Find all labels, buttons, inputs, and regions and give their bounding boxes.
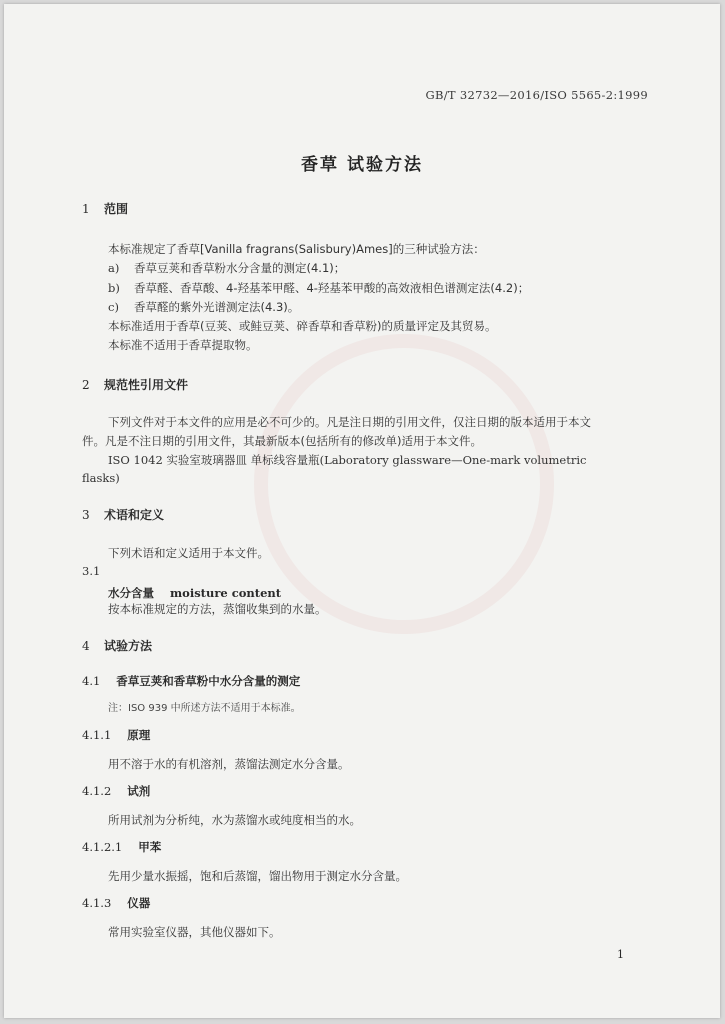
section-title: 范围	[104, 202, 129, 216]
term-chinese: 水分含量	[108, 586, 154, 600]
section-number: 2	[82, 378, 90, 392]
section-2-heading	[82, 376, 188, 393]
subsection-title: 甲苯	[138, 840, 162, 854]
note-iso939: 注：ISO 939 中所述方法不适用于本标准。	[108, 703, 301, 714]
scope-exclusion: 本标准不适用于香草提取物。	[108, 338, 258, 352]
item-text: 香草豆荚和香草粉水分含量的测定(4.1)；	[134, 261, 346, 275]
reference-iso1042-line2: flasks)	[82, 471, 120, 485]
item-label: c)	[108, 300, 119, 314]
toluene-text: 先用少量水振摇，饱和后蒸馏，馏出物用于测定水分含量。	[108, 869, 407, 883]
section-title: 试验方法	[104, 639, 153, 653]
section-3-heading	[82, 506, 164, 523]
scope-item-a	[108, 260, 345, 276]
section-number: 4	[82, 639, 90, 653]
seal-watermark	[254, 334, 554, 634]
section-number: 1	[82, 202, 90, 216]
item-text: 香草醛、香草酸、4-羟基苯甲醛、4-羟基苯甲酸的高效液相色谱测定法(4.2)；	[134, 281, 530, 295]
item-label: b)	[108, 281, 120, 295]
subsection-number: 4.1.2	[82, 784, 112, 798]
term-heading	[108, 582, 281, 601]
term-number: 3.1	[82, 564, 101, 578]
item-label: a)	[108, 261, 120, 275]
scope-item-c	[108, 299, 299, 315]
section-number: 3	[82, 508, 90, 522]
reference-iso1042-line1: ISO 1042 实验室玻璃器皿 单标线容量瓶(Laboratory glassware—One-mark volumetric	[108, 453, 587, 467]
section-title: 术语和定义	[104, 508, 165, 522]
document-page	[4, 4, 720, 1018]
subsection-number: 4.1	[82, 674, 101, 688]
term-definition: 按本标准规定的方法，蒸馏收集到的水量。	[108, 602, 327, 616]
principle-text: 用不溶于水的有机溶剂，蒸馏法测定水分含量。	[108, 757, 350, 771]
subsection-title: 试剂	[127, 784, 151, 798]
subsection-4-1-heading	[82, 673, 300, 689]
section-1-heading	[82, 200, 128, 217]
term-english: moisture content	[170, 586, 282, 600]
apparatus-text: 常用实验室仪器，其他仪器如下。	[108, 925, 281, 939]
subsection-4-1-3-heading	[82, 895, 150, 911]
subsection-4-1-1-heading	[82, 727, 150, 743]
item-text: 香草醛的紫外光谱测定法(4.3)。	[134, 300, 300, 314]
scope-intro: 本标准规定了香草[Vanilla fragrans(Salisbury)Ames]的三种试验方法：	[108, 242, 485, 256]
section-4-heading	[82, 637, 152, 654]
scope-item-b	[108, 280, 529, 296]
subsection-number: 4.1.3	[82, 896, 112, 910]
page-title: 香草 试验方法	[301, 155, 423, 175]
section-title: 规范性引用文件	[104, 378, 189, 392]
subsection-title: 仪器	[127, 896, 151, 910]
reagents-text: 所用试剂为分析纯，水为蒸馏水或纯度相当的水。	[108, 813, 361, 827]
subsection-4-1-2-heading	[82, 783, 150, 799]
standard-number: GB/T 32732—2016/ISO 5565-2:1999	[425, 88, 648, 102]
subsection-title: 原理	[127, 728, 151, 742]
subsection-title: 香草豆荚和香草粉中水分含量的测定	[116, 674, 301, 688]
normative-refs-para-line1: 下列文件对于本文件的应用是必不可少的。凡是注日期的引用文件，仅注日期的版本适用于本文	[108, 415, 591, 429]
page-number: 1	[617, 948, 624, 961]
terms-intro: 下列术语和定义适用于本文件。	[108, 546, 269, 560]
subsection-number: 4.1.2.1	[82, 840, 123, 854]
scope-applicability: 本标准适用于香草(豆荚、或鲑豆荚、碎香草和香草粉)的质量评定及其贸易。	[108, 319, 497, 333]
subsection-number: 4.1.1	[82, 728, 112, 742]
normative-refs-para-line2: 件。凡是不注日期的引用文件，其最新版本(包括所有的修改单)适用于本文件。	[82, 434, 482, 448]
subsection-4-1-2-1-heading	[82, 839, 161, 855]
